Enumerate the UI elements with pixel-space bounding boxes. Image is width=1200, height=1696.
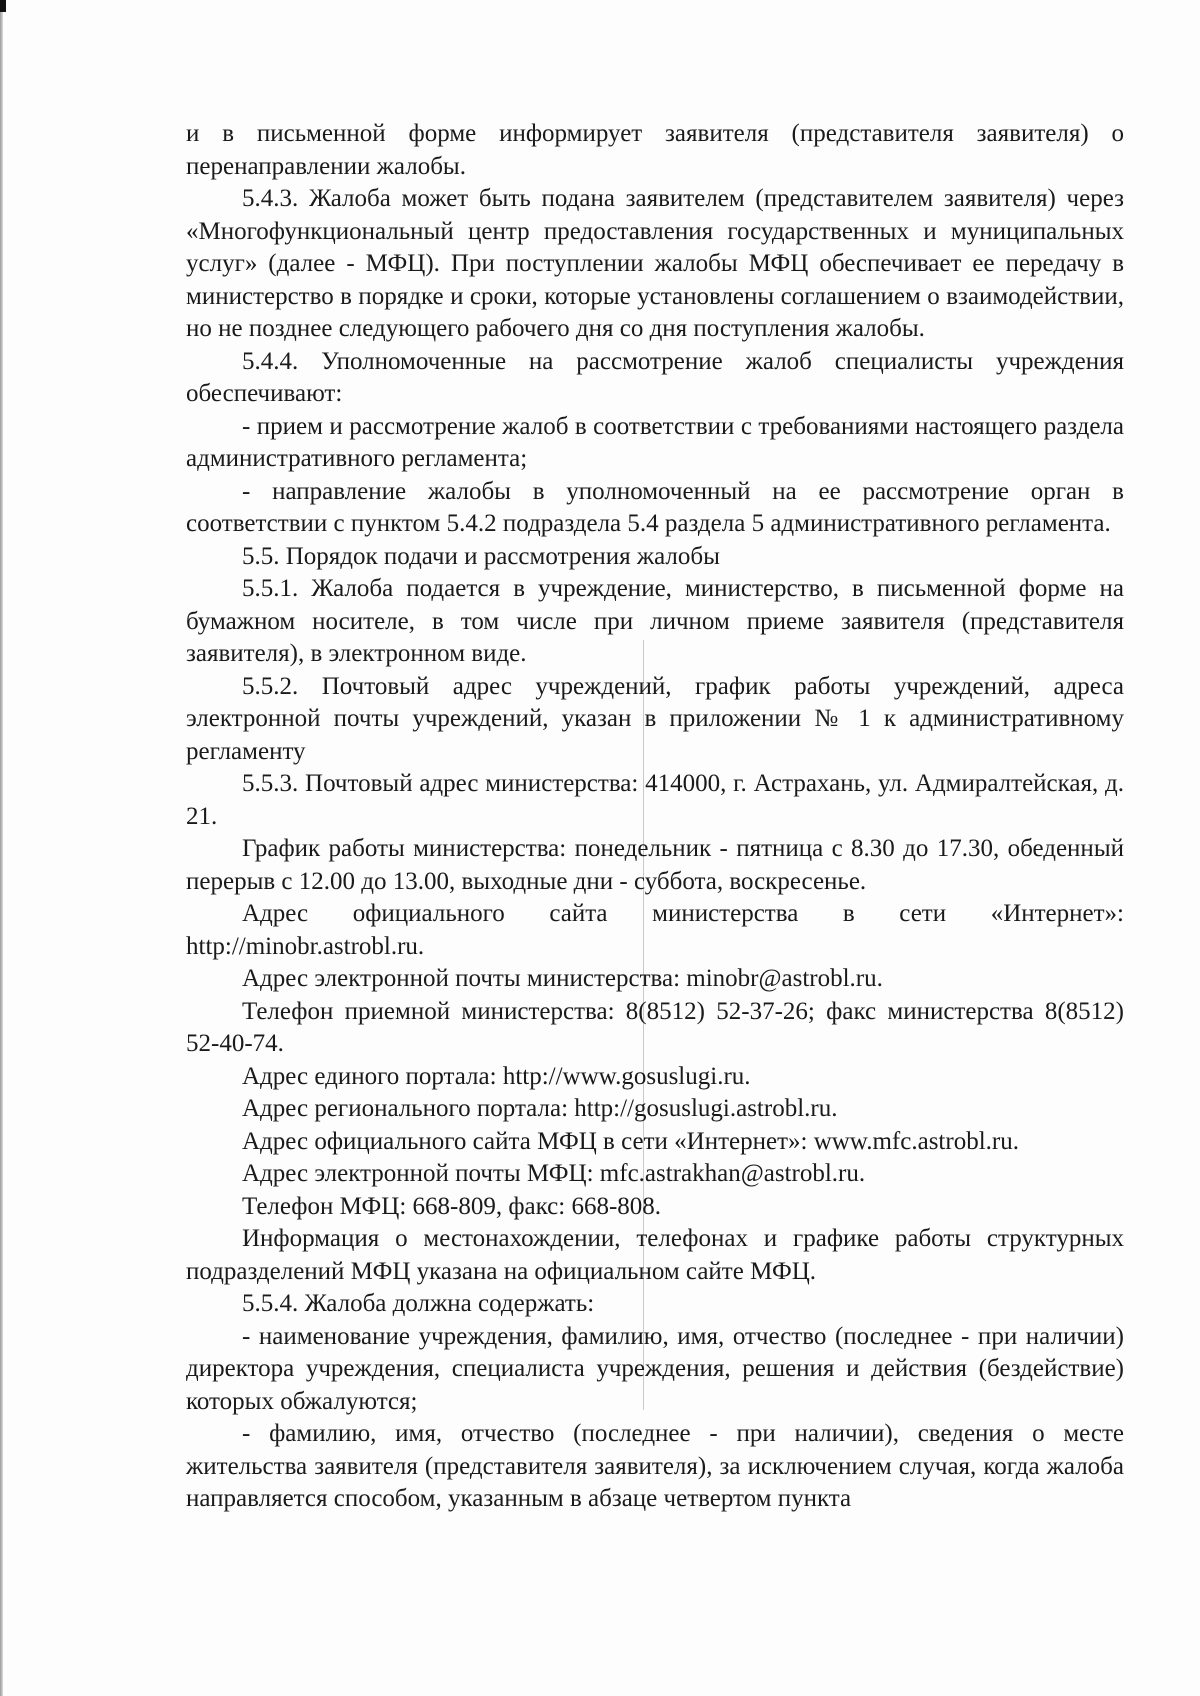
section-heading-5-5: 5.5. Порядок подачи и рассмотрения жалобы [242,542,720,570]
list-item-napravlenie: - направление жалобы в уполномоченный на ее рассмотрение орган в соответствии с пунктом 5.4.2 подраздела 5.4 раздела 5 административного регламента. [186,477,1124,537]
paragraph-ministry-phone: Телефон приемной министерства: 8(8512) 52-37-26; факс министерства 8(8512) 52-40-74. [186,997,1124,1057]
list-item-familiyu: - фамилию, имя, отчество (последнее - при наличии), сведения о месте жительства заявителя (представителя заявителя), за исключением случая, когда жалоба направляется способом, указанным в абзаце четвертом пункта [186,1420,1124,1512]
paragraph-5-4-4: 5.4.4. Уполномоченные на рассмотрение жалоб специалисты учреждения обеспечивают: [186,347,1124,407]
paragraph-unified-portal: Адрес единого портала: http://www.gosuslugi.ru. [242,1062,751,1090]
paragraph-work-schedule: График работы министерства: понедельник - пятница с 8.30 до 17.30, обеденный перерыв с 12.00 до 13.00, выходные дни - суббота, воскресенье. [186,835,1124,895]
document-body [186,118,1124,1516]
paragraph-mfc-site: Адрес официального сайта МФЦ в сети «Интернет»: www.mfc.astrobl.ru. [242,1127,1019,1155]
paragraph-5-5-3: 5.5.3. Почтовый адрес министерства: 414000, г. Астрахань, ул. Адмиралтейская, д. 21. [186,770,1124,830]
paragraph-mfc-phone: Телефон МФЦ: 668-809, факс: 668-808. [242,1192,662,1220]
scan-mark [0,0,6,12]
paragraph-ministry-site: Адрес официального сайта министерства в сети «Интернет»: http://minobr.astrobl.ru. [186,900,1124,960]
paragraph-5-4-3: 5.4.3. Жалоба может быть подана заявителем (представителем заявителя) через «Многофункциональный центр предоставления государственных и муниципальных услуг» (далее - МФЦ). При поступлении жалобы МФЦ обеспечивает ее передачу в министерство в порядке и сроки, которые установлены соглашением о взаимодействии, но не позднее следующего рабочего дня со дня поступления жалобы. [186,185,1124,342]
paragraph-regional-portal: Адрес регионального портала: http://gosuslugi.astrobl.ru. [242,1095,838,1122]
paragraph-mfc-email: Адрес электронной почты МФЦ: mfc.astrakhan@astrobl.ru. [242,1160,866,1187]
list-item-priem: - прием и рассмотрение жалоб в соответствии с требованиями настоящего раздела административного регламента; [186,412,1124,472]
list-item-naimenovanie: - наименование учреждения, фамилию, имя, отчество (последнее - при наличии) директора учреждения, специалиста учреждения, решения и действия (бездействие) которых обжалуются; [186,1322,1124,1415]
paragraph-intro: и в письменной форме информирует заявителя (представителя заявителя) о перенаправлении жалобы. [186,120,1124,180]
paragraph-5-5-2: 5.5.2. Почтовый адрес учреждений, график работы учреждений, адреса электронной почты учреждений, указан в приложении № 1 к административному регламенту [186,672,1124,765]
paragraph-ministry-email: Адрес электронной почты министерства: minobr@astrobl.ru. [242,965,883,992]
scan-edge [0,0,3,1696]
paragraph-5-5-1: 5.5.1. Жалоба подается в учреждение, министерство, в письменной форме на бумажном носителе, в том числе при личном приеме заявителя (представителя заявителя), в электронном виде. [186,575,1124,667]
paragraph-5-5-4: 5.5.4. Жалоба должна содержать: [242,1290,595,1317]
paragraph-mfc-info: Информация о местонахождении, телефонах и графике работы структурных подразделений МФЦ указана на официальном сайте МФЦ. [186,1225,1124,1285]
